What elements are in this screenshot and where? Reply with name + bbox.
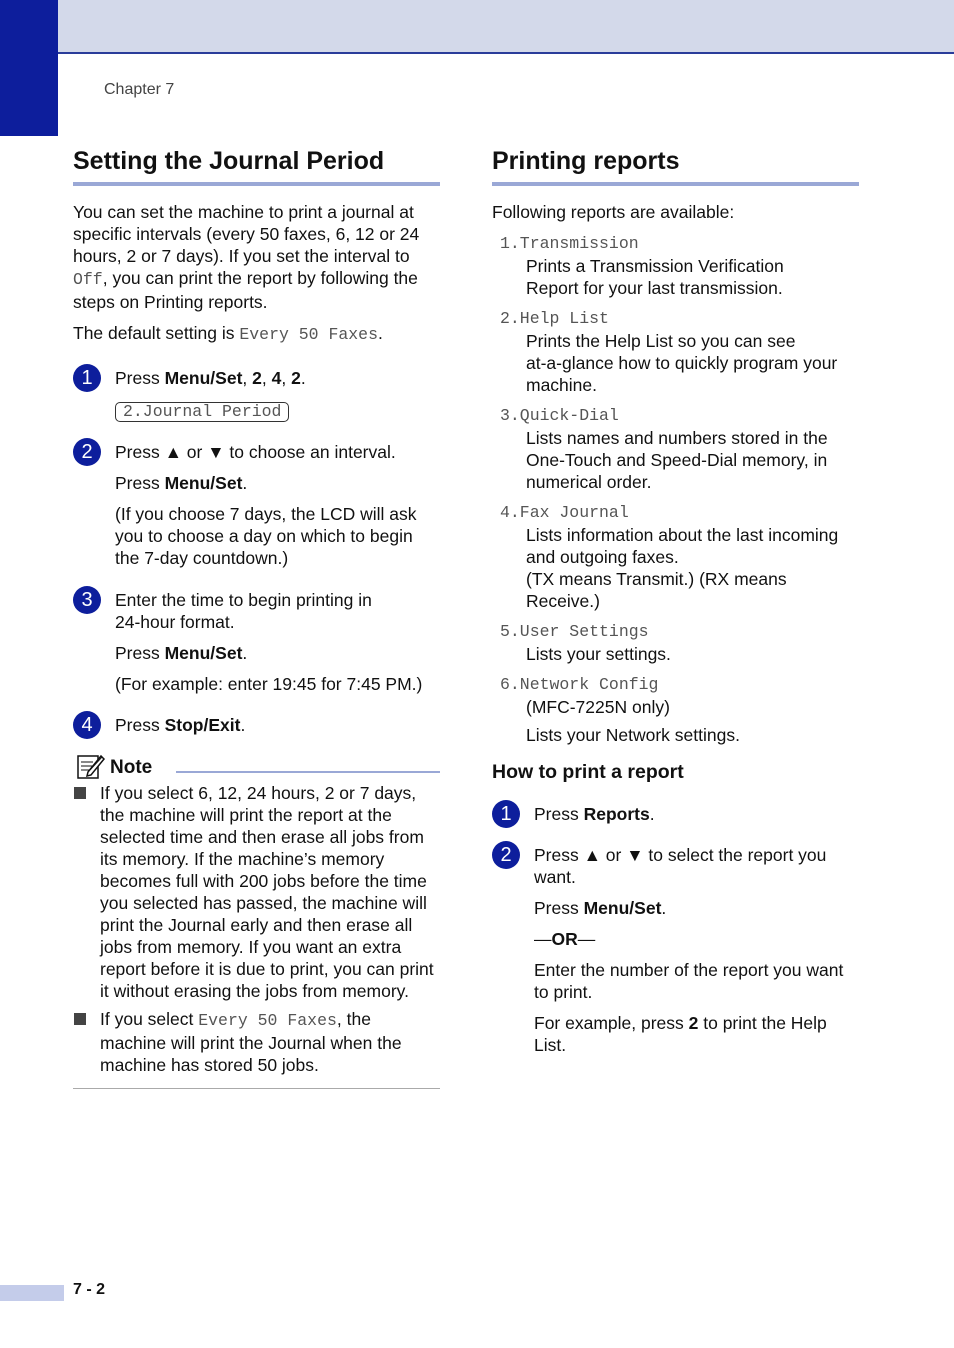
note-header [73,752,440,780]
report-item [492,233,859,299]
report-name: 6.Network Config [500,675,659,694]
report-description: and outgoing faxes. [526,547,679,567]
section-title-printing-reports: Printing reports [492,145,859,186]
page-number-bar [0,1285,64,1301]
report-list [492,233,859,746]
intro-paragraph: You can set the machine to print a journal at specific intervals (every 50 faxes, 6, 12 or 24 hours, 2 or 7 days). If you set the interval to Off, you can print the report by following the steps on Printing reports. [73,202,420,312]
print-step-2: 2 Press ▲ or ▼ to select the report you want. Press Menu/Set. —OR— Enter the number of the report you want to print. For example, press 2 to print the Help List. [492,841,859,1056]
report-item [492,674,859,746]
step-number: 2 [73,438,101,466]
report-name: 3.Quick-Dial [500,406,619,425]
step-3: 3 Enter the time to begin printing in 24-hour format. Press Menu/Set. (For example: enter 19:45 for 7:45 PM.) [73,586,440,695]
section-title-journal-period: Setting the Journal Period [73,145,440,186]
note-title: Note [110,757,153,778]
chapter-tab [0,0,58,136]
report-description: (MFC-7225N only) [526,697,670,717]
report-item [492,405,859,493]
report-name: 2.Help List [500,309,609,328]
left-column [73,145,440,1089]
report-item [492,502,859,612]
step-number: 4 [73,711,101,739]
report-description: Lists your settings. [526,644,671,664]
right-column [492,145,859,1056]
report-item [492,621,859,665]
step-number: 1 [73,364,101,392]
step-number: 2 [492,841,520,869]
default-setting: The default setting is Every 50 Faxes. [73,323,383,344]
note-bullet-2: If you select Every 50 Faxes, the machine will print the Journal when the machine has stored 50 jobs. [73,1008,440,1089]
step-number: 1 [492,800,520,828]
note-bullet-1: If you select 6, 12, 24 hours, 2 or 7 days, the machine will print the report at the selected time and then erase all jobs from its memory. If the machine’s memory becomes full with 200 jobs before the time you selected has passed, the machine will print the Journal early and then erase all jobs from memory. If you want an extra report before it is due to print, you can print it without erasing the jobs from memory. [73,782,440,1002]
step-1: 1 Press Menu/Set, 2, 4, 2. 2.Journal Period [73,364,440,422]
report-name: 4.Fax Journal [500,503,629,522]
report-description: Receive.) [526,591,600,611]
print-step-1: 1 Press Reports. [492,800,859,825]
step-number: 3 [73,586,101,614]
report-description: machine. [526,375,598,395]
report-description: Lists names and numbers stored in the [526,428,828,448]
step-2: 2 Press ▲ or ▼ to choose an interval. Press Menu/Set. (If you choose 7 days, the LCD will ask you to choose a day on which to begin the 7-day countdown.) [73,438,440,569]
page-number: 7 - 2 [73,1281,106,1298]
report-description: One-Touch and Speed-Dial memory, in [526,450,828,470]
report-description: (TX means Transmit.) (RX means [526,569,787,589]
report-name: 5.User Settings [500,622,649,641]
chapter-label: Chapter 7 [104,81,175,98]
report-description: Prints the Help List so you can see [526,331,796,351]
lcd-display: 2.Journal Period [115,402,289,422]
step-4: 4 Press Stop/Exit. [73,711,440,736]
note-divider [176,771,440,773]
or-separator: —OR— [534,929,596,949]
report-name: 1.Transmission [500,234,639,253]
report-description: numerical order. [526,472,652,492]
report-description: Report for your last transmission. [526,278,783,298]
note-pencil-icon [76,752,106,780]
report-description: Lists information about the last incoming [526,525,839,545]
bullet-square-icon [74,1013,86,1025]
reports-intro: Following reports are available: [492,202,735,222]
report-description: Lists your Network settings. [526,725,740,745]
subheading-how-to-print: How to print a report [492,761,684,783]
top-banner [0,0,954,54]
report-description: at-a-glance how to quickly program your [526,353,838,373]
bullet-square-icon [74,787,86,799]
report-description: Prints a Transmission Verification [526,256,784,276]
report-item [492,308,859,396]
